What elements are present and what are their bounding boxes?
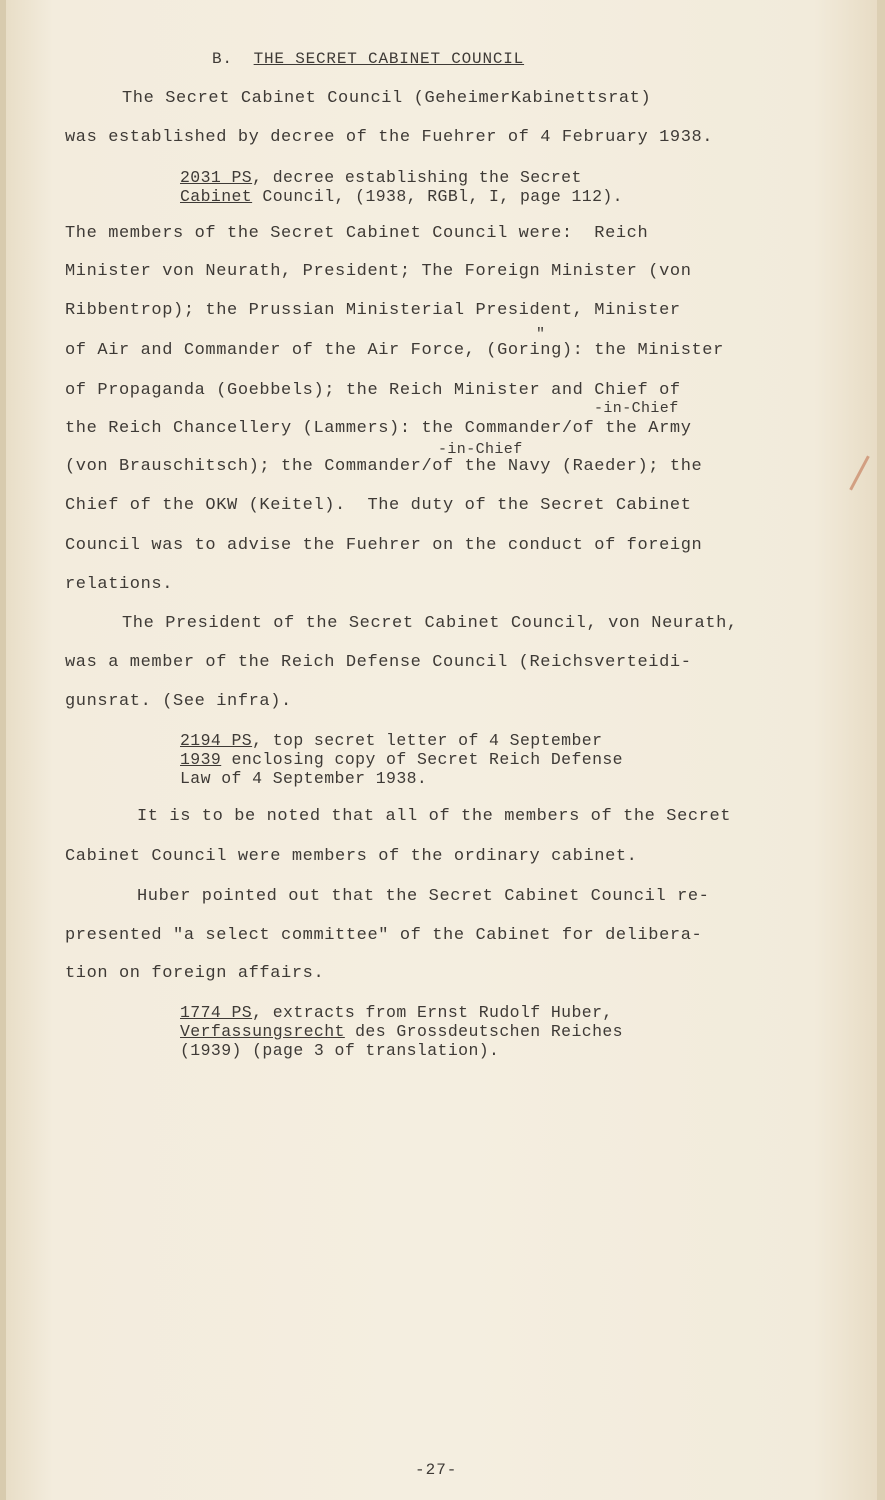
para2-line: The members of the Secret Cabinet Council were: Reich (65, 224, 649, 243)
citation-1774ps-line3: (1939) (page 3 of translation). (180, 1041, 500, 1060)
para5-line: presented "a select committee" of the Cabinet for delibera- (65, 926, 703, 945)
citation-ref: 2194 PS (180, 731, 253, 750)
citation-2194ps-line3: Law of 4 September 1938. (180, 769, 428, 788)
para3-line: gunsrat. (See infra). (65, 692, 292, 711)
citation-2031ps-line2 (180, 187, 623, 206)
insert-in-chief-army: -in-Chief (594, 400, 679, 417)
citation-text: Council, (1938, RGBl, I, page 112). (252, 187, 623, 206)
citation-2194ps (180, 731, 602, 750)
para5-line: Huber pointed out that the Secret Cabinet Council re- (137, 887, 710, 906)
section-heading (212, 50, 524, 68)
para2-line: Chief of the OKW (Keitel). The duty of the Secret Cabinet (65, 496, 692, 515)
para2-line: relations. (65, 575, 174, 594)
para3-line: The President of the Secret Cabinet Council, von Neurath, (122, 614, 738, 633)
para2-line: Ribbentrop); the Prussian Ministerial President, Minister (65, 301, 681, 320)
citation-text-underlined: Cabinet (180, 187, 253, 206)
citation-ref: 1774 PS (180, 1003, 253, 1022)
para4-line: Cabinet Council were members of the ordinary cabinet. (65, 847, 638, 866)
insert-in-chief-navy: -in-Chief (438, 441, 523, 458)
margin-pencil-mark (849, 456, 869, 491)
para2-line: of Air and Commander of the Air Force, (Goring): the Minister (65, 341, 724, 360)
page-number: -27- (415, 1461, 458, 1479)
para1-line: The Secret Cabinet Council (GeheimerKabinettsrat) (122, 89, 652, 108)
para4-line: It is to be noted that all of the members of the Secret (137, 807, 732, 826)
citation-text: , extracts from Ernst Rudolf Huber, (252, 1003, 613, 1022)
para3-line: was a member of the Reich Defense Council (Reichsverteidi- (65, 653, 692, 672)
citation-1774ps (180, 1003, 613, 1022)
citation-text-underlined: Verfassungsrecht (180, 1022, 345, 1041)
para5-line: tion on foreign affairs. (65, 964, 325, 983)
citation-text: enclosing copy of Secret Reich Defense (221, 750, 623, 769)
citation-ref: 2031 PS (180, 168, 253, 187)
page-edge-right (877, 0, 885, 1500)
para2-line: (von Brauschitsch); the Commander/of the Navy (Raeder); the (65, 457, 703, 476)
page-edge-left (0, 0, 6, 1500)
citation-1774ps-line2 (180, 1022, 623, 1041)
para2-line: Minister von Neurath, President; The Foreign Minister (von (65, 262, 692, 281)
citation-text: des Grossdeutschen Reiches (344, 1022, 623, 1041)
section-letter: B. (212, 50, 233, 68)
para2-line: Council was to advise the Fuehrer on the conduct of foreign (65, 536, 703, 555)
para2-line: of Propaganda (Goebbels); the Reich Minister and Chief of (65, 381, 681, 400)
citation-2194ps-line2 (180, 750, 623, 769)
citation-2031ps (180, 168, 582, 187)
citation-text: , top secret letter of 4 September (252, 731, 603, 750)
citation-text-underlined: 1939 (180, 750, 222, 769)
section-title: THE SECRET CABINET COUNCIL (253, 50, 525, 68)
para2-line: the Reich Chancellery (Lammers): the Commander/of the Army (65, 419, 692, 438)
citation-text: , decree establishing the Secret (252, 168, 582, 187)
para1-line: was established by decree of the Fuehrer of 4 February 1938. (65, 128, 714, 147)
umlaut-insert: " (536, 326, 546, 343)
